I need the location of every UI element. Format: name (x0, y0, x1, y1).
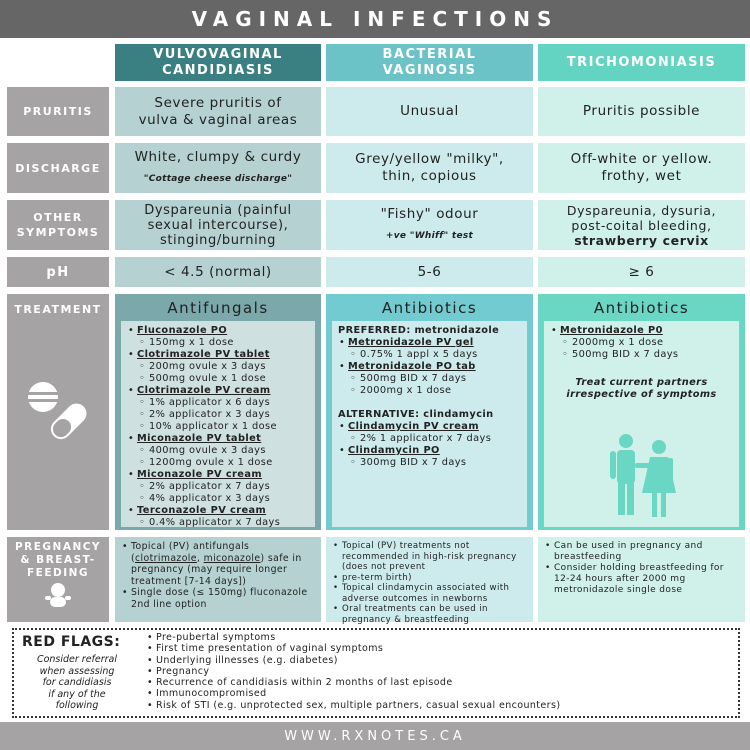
cell-other-bv (326, 200, 533, 250)
drug-item (127, 325, 309, 337)
drug-item (127, 469, 309, 481)
drug-list (332, 321, 527, 527)
drug-list (544, 321, 739, 527)
row-label-discharge: DISCHARGE (7, 143, 109, 193)
note-line: following (55, 700, 99, 711)
partner-note (550, 377, 733, 401)
pills-icon (23, 377, 93, 447)
cell-ph-trich: ≥ 6 (538, 257, 745, 287)
cell-other-trich (538, 200, 745, 250)
text: frothy, wet (601, 168, 682, 184)
drug-name: Clindamycin PV cream (348, 421, 479, 432)
red-flag-item: • Risk of STI (e.g. unprotected sex, multiple partners, casual sexual encounters) (146, 700, 560, 711)
subtext: +ve "Whiff" test (385, 230, 474, 241)
treatment-trich (538, 294, 745, 530)
dose: ◦ 2% applicator x 7 days (127, 481, 309, 493)
couple-icon (604, 433, 684, 523)
cell-pruritis-candidiasis (115, 87, 321, 136)
drug-name: Metronidazole PV gel (348, 337, 474, 348)
treatment-bv (326, 294, 533, 530)
drug-item (338, 445, 521, 457)
text: White, clumpy & curdy (134, 148, 302, 165)
cell-discharge-trich (538, 143, 745, 193)
list-item: • Topical clindamycin associated with adverse outcomes in newborns (332, 583, 527, 604)
drug-item (127, 385, 309, 397)
red-flags-note (22, 654, 132, 712)
dose: ◦ 200mg ovule x 3 days (127, 361, 309, 373)
dose: ◦ 10% applicator x 1 dose (127, 421, 309, 433)
header-line: CANDIDIASIS (162, 62, 274, 78)
drug-item (338, 421, 521, 433)
row-label-ph: pH (7, 257, 109, 287)
text: & BREAST- (20, 554, 96, 566)
dose: ◦ 500mg BID x 7 days (550, 349, 733, 361)
list-item: • pre-term birth) (332, 573, 527, 584)
dose: ◦ 400mg ovule x 3 days (127, 445, 309, 457)
dose: ◦ 500mg ovule x 1 dose (127, 373, 309, 385)
dose: ◦ 2000mg x 1 dose (550, 337, 733, 349)
red-flag-item: • Recurrence of candidiasis within 2 months of last episode (146, 677, 560, 688)
text: Dyspareunia (painful (144, 202, 292, 218)
text: Topical (PV) antifungals ( (131, 541, 250, 564)
dose: ◦ 500mg BID x 7 days (338, 373, 521, 385)
red-flag-item: • Pre-pubertal symptoms (146, 632, 560, 643)
list-item: • Topical (PV) treatments not recommended in high-risk pregnancy (does not prevent (332, 541, 527, 573)
drug-name: Clindamycin PO (348, 445, 440, 456)
pregnancy-trich (538, 537, 745, 622)
red-flags-side (22, 634, 132, 712)
treatment-heading: Antibiotics (593, 299, 690, 317)
cell-pruritis-bv (326, 87, 533, 136)
treatment-heading: Antifungals (167, 299, 269, 317)
row-label-other-symptoms (7, 200, 109, 250)
alternative-label: ALTERNATIVE: clindamycin (338, 409, 494, 420)
cell-pruritis-trich (538, 87, 745, 136)
text: OTHER (33, 211, 83, 224)
text: Pruritis possible (582, 103, 701, 119)
text: thin, copious (382, 168, 477, 184)
drug-item (338, 337, 521, 349)
dose: ◦ 0.4% applicator x 7 days (127, 517, 309, 529)
text: "Fishy" odour (380, 205, 479, 222)
text: , (196, 552, 204, 564)
header-line: BACTERIAL (382, 46, 477, 62)
note-line: Consider referral (36, 654, 118, 665)
text: sexual intercourse), (147, 217, 289, 233)
footer-url[interactable]: WWW.RXNOTES.CA (0, 722, 750, 750)
drug-name: Clotrimazole PV cream (137, 385, 271, 396)
dose: ◦ 2% applicator x 3 days (127, 409, 309, 421)
header-line: VULVOVAGINAL (153, 46, 283, 62)
text: Unusual (400, 103, 459, 119)
alternative-list (338, 421, 521, 469)
header-line: VAGINOSIS (382, 62, 477, 78)
dose: ◦ 4% applicator x 3 days (127, 493, 309, 505)
text: FEEDING (26, 567, 90, 579)
row-label-pregnancy (7, 537, 109, 622)
text: SYMPTOMS (16, 226, 100, 239)
text: Dyspareunia, dysuria, (566, 202, 717, 218)
drug-name: Miconazole PV cream (137, 469, 262, 480)
text: TREATMENT (14, 303, 102, 316)
dose: ◦ 1200mg ovule x 1 dose (127, 457, 309, 469)
header-line: TRICHOMONIASIS (566, 54, 717, 70)
text: PREGNANCY (14, 541, 102, 553)
page-title: VAGINAL INFECTIONS (0, 0, 750, 38)
text: Off-white or yellow. (570, 151, 713, 167)
drug-items (550, 325, 733, 361)
cell-ph-bv: 5-6 (326, 257, 533, 287)
drug-item (127, 433, 309, 445)
text: vulva & vaginal areas (138, 111, 298, 128)
note-line: when assessing (39, 665, 115, 677)
drug-name: Metronidazole PO tab (348, 361, 476, 372)
text: post-coital bleeding, (571, 217, 712, 233)
text-bold: strawberry cervix (574, 232, 709, 248)
red-flags-list (146, 632, 560, 711)
dose: ◦ 1% applicator x 6 days (127, 397, 309, 409)
preferred-list (338, 337, 521, 397)
note-line: for candidiasis (42, 677, 112, 688)
text: Severe pruritis of (154, 94, 282, 111)
dose: ◦ 300mg BID x 7 days (338, 457, 521, 469)
preferred-label: PREFERRED: metronidazole (338, 325, 500, 336)
drug-name: Fluconazole PO (137, 325, 228, 336)
red-flags-title: RED FLAGS: (22, 634, 121, 650)
pregnancy-candidiasis (115, 537, 321, 622)
red-flag-item: • Underlying illnesses (e.g. diabetes) (146, 655, 560, 666)
red-flag-item: • Immunocompromised (146, 688, 560, 699)
text: stinging/burning (159, 232, 276, 248)
pregnancy-bv (326, 537, 533, 625)
red-flags-box (12, 628, 740, 718)
red-flag-item: • First time presentation of vaginal symptoms (146, 643, 560, 654)
text: Treat current partners (575, 377, 708, 388)
cell-discharge-bv (326, 143, 533, 193)
column-header-candidiasis (115, 44, 321, 81)
cell-ph-candidiasis: < 4.5 (normal) (115, 257, 321, 287)
text: ) safe in pregnancy (may require longer treatment [7-14 days]) (131, 552, 302, 587)
drug-name: clotrimazole (135, 552, 197, 564)
subtext: "Cottage cheese discharge" (143, 173, 293, 184)
dose: ◦ 2000mg x 1 dose (338, 385, 521, 397)
row-label-pruritis: PRURITIS (7, 87, 109, 136)
list-item: • Can be used in pregnancy and breastfeeding (544, 541, 739, 563)
column-header-trich (538, 44, 745, 81)
treatment-candidiasis (115, 294, 321, 530)
text: Grey/yellow "milky", (355, 151, 504, 167)
list-item: • Consider holding breastfeeding for 12-24 hours after 2000 mg metronidazole single dose (544, 563, 739, 596)
drug-item (127, 505, 309, 517)
drug-item (550, 325, 733, 337)
treatment-heading: Antibiotics (381, 299, 478, 317)
dose: ◦ 2% 1 applicator x 7 days (338, 433, 521, 445)
cell-discharge-candidiasis (115, 143, 321, 193)
list-item: • Oral treatments can be used in pregnancy & breastfeeding (332, 604, 527, 625)
drug-name: Metronidazole P0 (560, 325, 663, 336)
column-header-bv (326, 44, 533, 81)
baby-icon (43, 582, 73, 610)
drug-name: Terconazole PV cream (137, 505, 267, 516)
drug-item (338, 361, 521, 373)
red-flag-item: • Pregnancy (146, 666, 560, 677)
dose: ◦ 150mg x 1 dose (127, 337, 309, 349)
list-item (121, 541, 315, 587)
drug-name: Miconazole PV tablet (137, 433, 262, 444)
text: irrespective of symptoms (566, 389, 717, 400)
drug-name: Clotrimazole PV tablet (137, 349, 270, 360)
list-item: • Single dose (≤ 150mg) fluconazole 2nd line option (121, 587, 315, 610)
dose: ◦ 0.75% 1 appl x 5 days (338, 349, 521, 361)
row-label-treatment (7, 294, 109, 530)
note-line: if any of the (48, 688, 106, 700)
cell-other-candidiasis (115, 200, 321, 250)
drug-list (121, 321, 315, 527)
drug-name: miconazole (203, 552, 261, 564)
drug-item (127, 349, 309, 361)
